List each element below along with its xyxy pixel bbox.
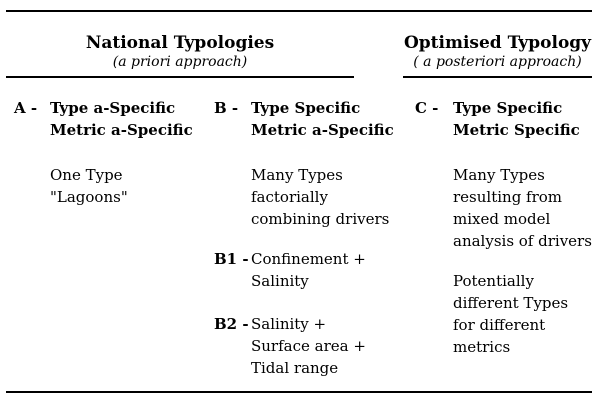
national-subtitle: (a priori approach) [112, 54, 248, 70]
top-rule [6, 10, 592, 12]
col-c-body-4: analysis of drivers [453, 232, 592, 250]
col-b2-line-2: Surface area + [251, 337, 366, 355]
col-b1-line-2: Salinity [251, 272, 309, 290]
col-c-heading-1: Type Specific [453, 99, 563, 117]
optimised-title: Optimised Typology [403, 33, 592, 53]
col-c-body-2: resulting from [453, 188, 563, 206]
national-underline [6, 76, 354, 78]
col-b2-line-1: Salinity + [251, 315, 327, 333]
col-c-label: C - [415, 99, 439, 117]
col-b-body-2: factorially [251, 188, 328, 206]
col-a-label: A - [14, 99, 38, 117]
col-b-heading-2: Metric a-Specific [251, 121, 394, 139]
bottom-rule [6, 391, 592, 393]
col-c-body-7: for different [453, 316, 546, 334]
col-c-heading-2: Metric Specific [453, 121, 580, 139]
optimised-subtitle: ( a posteriori approach) [413, 54, 582, 70]
col-b1-line-1: Confinement + [251, 250, 366, 268]
col-a-heading-1: Type a-Specific [50, 99, 176, 117]
col-b-label: B - [214, 99, 239, 117]
col-c-body-6: different Types [453, 294, 569, 312]
col-c-body-8: metrics [453, 338, 511, 356]
col-b-body-3: combining drivers [251, 210, 390, 228]
col-c-body-5: Potentially [453, 272, 534, 290]
col-a-heading-2: Metric a-Specific [50, 121, 193, 139]
col-b2-line-3: Tidal range [251, 359, 339, 377]
col-c-body-1: Many Types [453, 166, 545, 184]
optimised-underline [403, 76, 592, 78]
col-b-body-1: Many Types [251, 166, 343, 184]
national-title: National Typologies [85, 33, 275, 53]
col-b2-label: B2 - [214, 315, 249, 333]
col-b1-label: B1 - [214, 250, 249, 268]
col-b-heading-1: Type Specific [251, 99, 361, 117]
col-a-body-1: One Type [50, 166, 123, 184]
col-a-body-2: "Lagoons" [50, 188, 128, 206]
col-c-body-3: mixed model [453, 210, 551, 228]
